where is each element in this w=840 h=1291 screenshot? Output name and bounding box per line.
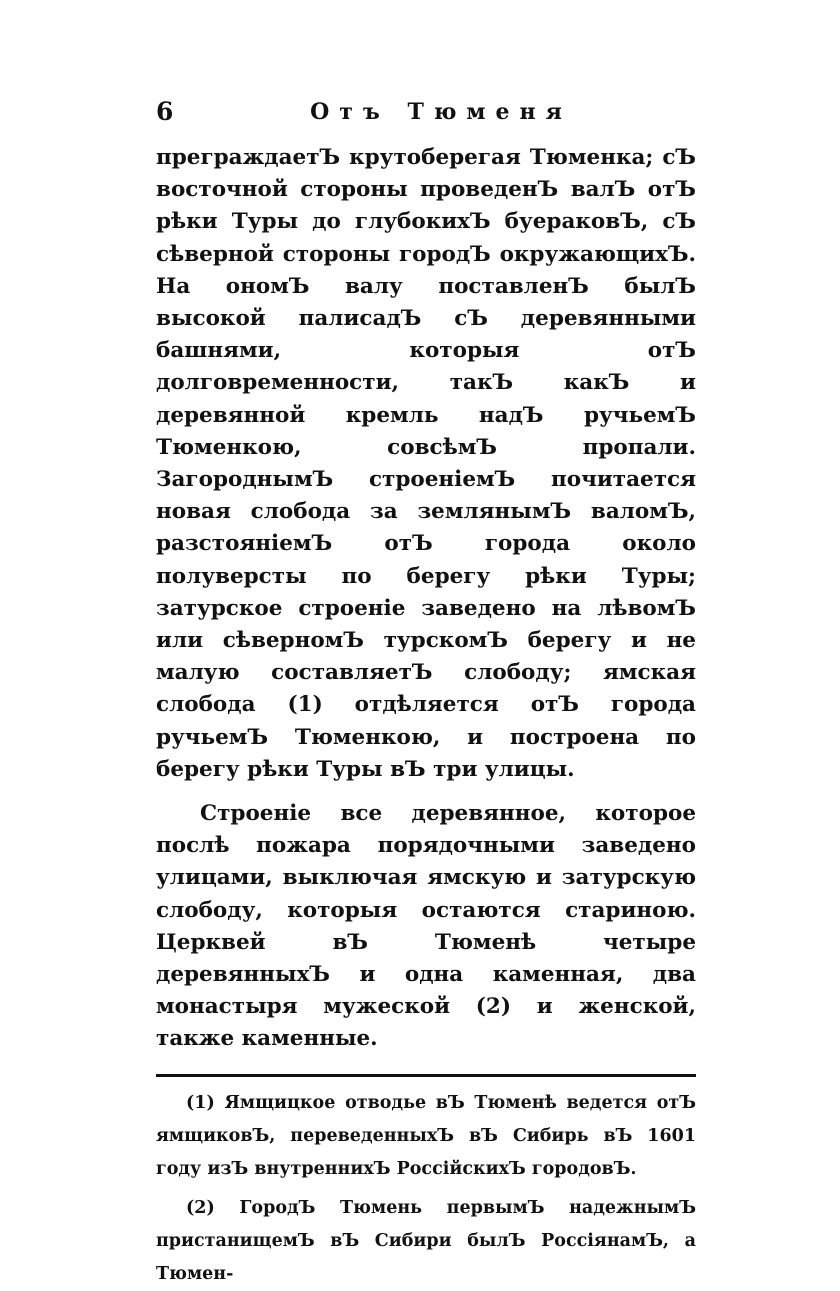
running-title: Отъ Тюменя [310,99,572,125]
book-page [156,92,696,1291]
footnotes [156,1087,696,1291]
main-text [156,142,696,1056]
page-number: 6 [156,97,174,126]
page-header [156,92,696,136]
paragraph-2: Строеніе все деревянное, которое послѣ пожара порядочными заведено улицами, выключая ямскую и затурскую слободу, которыя остаются стариною. Церквей вЪ Тюменѣ четыре деревянныхЪ и одна каменная, два монастыря мужеской (2) и женской, также каменные. [156,801,696,1052]
footnote-2: (2) ГородЪ Тюмень первымЪ надежнымЪ пристанищемЪ вЪ Сибири былЪ РоссіянамЪ, а Тюмен- [156,1197,696,1284]
footnote-1: (1) Ямщицкое отводье вЪ Тюменѣ ведется отЪ ямщиковЪ, переведенныхЪ вЪ Сибирь вЪ 1601 году изЪ внутреннихЪ РоссійскихЪ городовЪ. [156,1092,696,1179]
footnote-divider [156,1074,696,1077]
paragraph-1: преграждаетЪ крутоберегая Тюменка; сЪ восточной стороны проведенЪ валЪ отЪ рѣки Туры до глубокихЪ буераковЪ, сЪ сѣверной стороны городЪ окружающихЪ. На ономЪ валу поставленЪ былЪ высокой палисадЪ сЪ деревянными башнями, которыя отЪ долговременности, такЪ какЪ и деревянной кремль надЪ ручьемЪ Тюменкою, совсѣмЪ пропали. ЗагороднымЪ строеніемЪ почитается новая слобода за землянымЪ валомЪ, разстояніемЪ отЪ города около полуверсты по берегу рѣки Туры; затурское строеніе заведено на лѣвомЪ или сѣверномЪ турскомЪ берегу и не малую составляетЪ слободу; ямская слобода (1) отдѣляется отЪ города ручьемЪ Тюменкою, и построена по берегу рѣки Туры вЪ три улицы. [156,145,696,782]
